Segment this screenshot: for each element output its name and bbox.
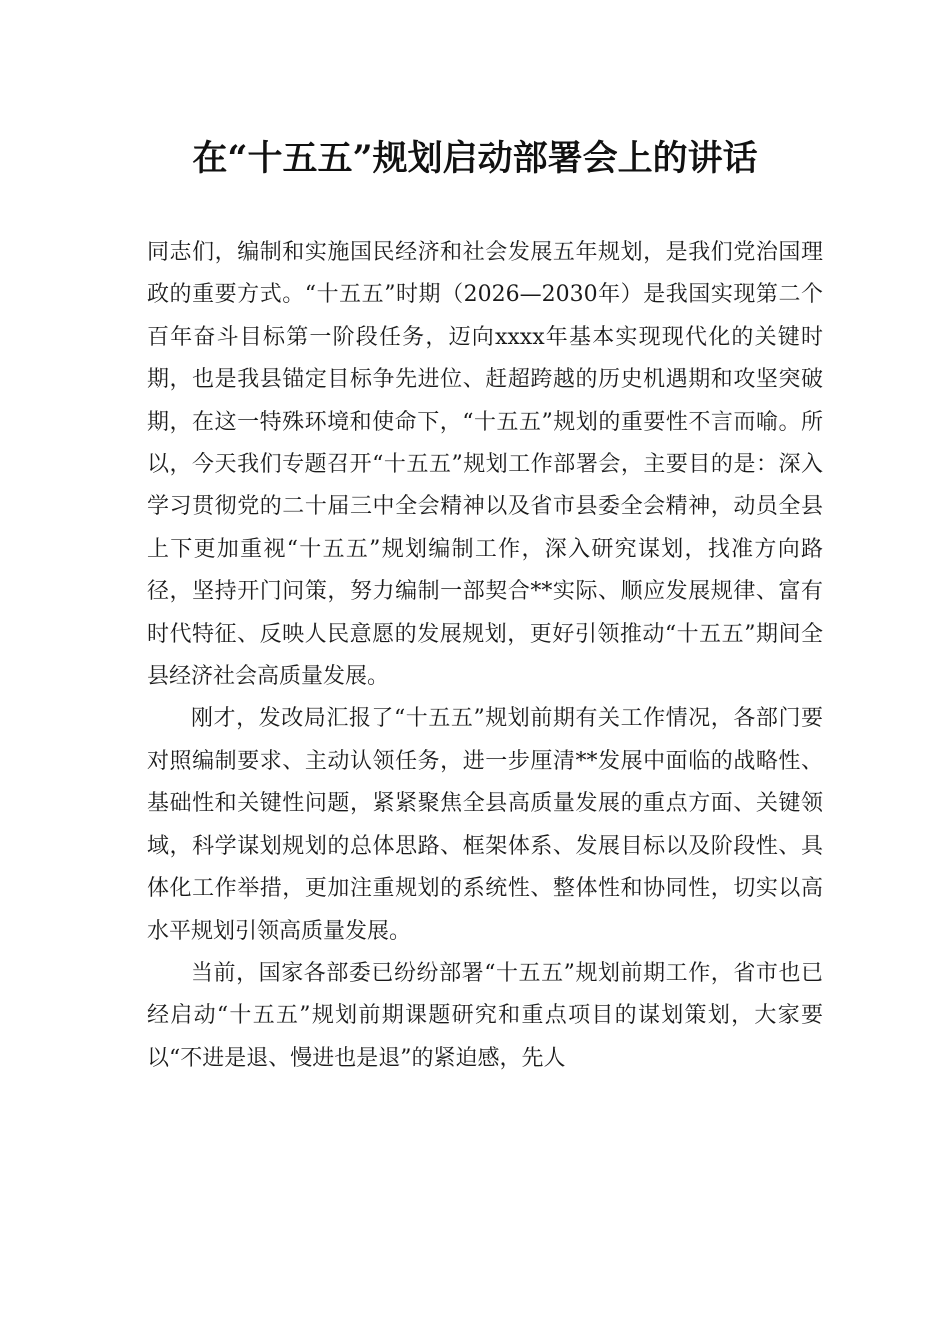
paragraph: 当前，国家各部委已纷纷部署“十五五”规划前期工作，省市也已经启动“十五五”规划前期课题研究和重点项目的谋划策划，大家要以“不进是退、慢进也是退”的紧迫感，先人 [147,960,823,1071]
paragraph: 同志们，编制和实施国民经济和社会发展五年规划，是我们党治国理政的重要方式。“十五五”时期（2026—2030年）是我国实现第二个百年奋斗目标第一阶段任务，迈向xxxx年基本实现现代化的关键时期，也是我县锚定目标争先进位、赶超跨越的历史机遇期和攻坚突破期，在这一特殊环境和使命下，“十五五”规划的重要性不言而喻。所以，今天我们专题召开“十五五”规划工作部署会，主要目的是：深入学习贯彻党的二十届三中全会精神以及省市县委全会精神，动员全县上下更加重视“十五五”规划编制工作，深入研究谋划，找准方向路径，坚持开门问策，努力编制一部契合**实际、顺应发展规律、富有时代特征、反映人民意愿的发展规划，更好引领推动“十五五”期间全县经济社会高质量发展。 [147,240,823,690]
document-title: 在“十五五”规划启动部署会上的讲话 [192,138,758,179]
paragraph: 刚才，发改局汇报了“十五五”规划前期有关工作情况，各部门要对照编制要求、主动认领任务，进一步厘清**发展中面临的战略性、基础性和关键性问题，紧紧聚焦全县高质量发展的重点方面、关键领域，科学谋划规划的总体思路、框架体系、发展目标以及阶段性、具体化工作举措，更加注重规划的系统性、整体性和协同性，切实以高水平规划引领高质量发展。 [147,706,823,944]
document-body [147,232,823,1080]
